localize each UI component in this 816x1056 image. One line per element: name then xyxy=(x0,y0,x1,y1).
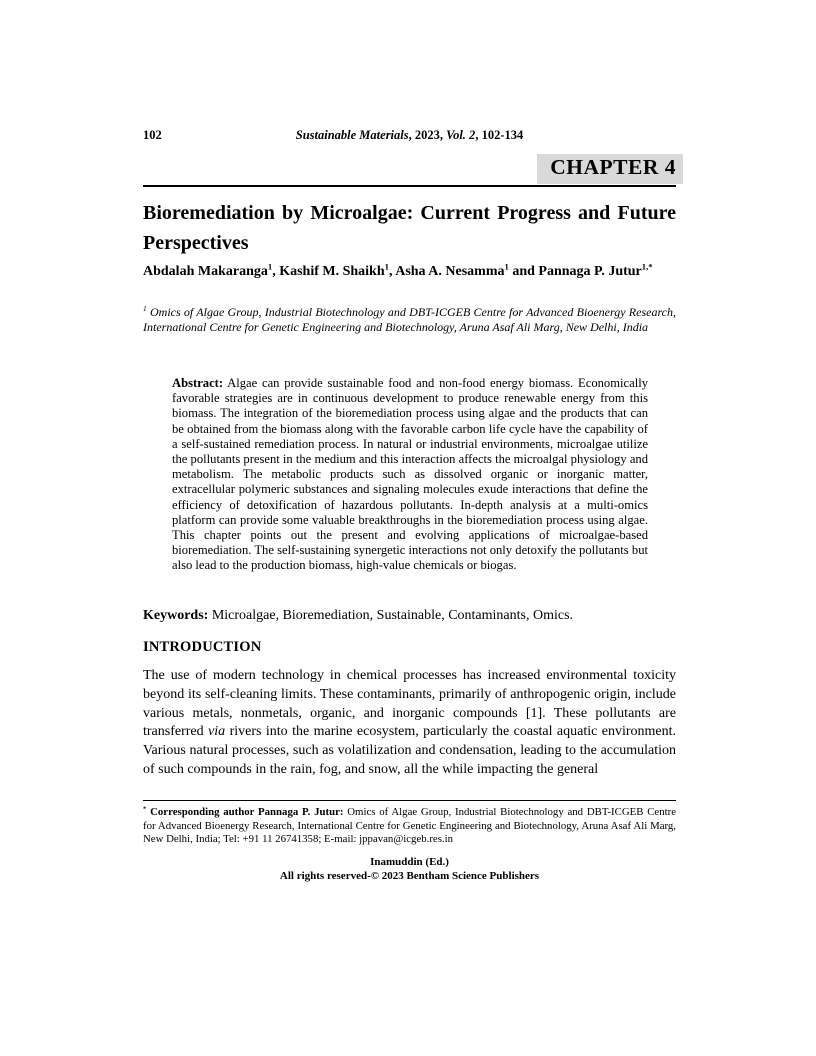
affiliation-line: $^1$ Omics of Algae Group, Industrial Biotechnology and DBT-ICGEB Centre for Advanced Bioenergy Research, International Centre for Genetic Engineering and Biotechnology, Aruna Asaf Ali Marg, New Delhi, India xyxy=(143,304,676,334)
footnote-rule xyxy=(143,800,676,801)
running-head-citation: Sustainable Materials, 2023, Vol. 2, 102-134 xyxy=(295,128,524,142)
abstract-paragraph: Abstract: Algae can provide sustainable food and non-food energy biomass. Economically favorable strategies are in continuous development to produce renewable energy from this biomass. The integration of the bioremediation process using algae and the products that can be obtained from the biomass along with the favorable carbon life cycle have the capability of a self-sustained remediation process. In natural or industrial environments, microalgae utilize the pollutants present in the medium and this interaction affects the microalgal physiology and metabolism. The metabolic products such as dissolved organic or inorganic matter, extracellular polymeric substances and signaling molecules exude interactions that define the efficiency of detoxification of hazardous pollutants. In-depth analysis at a multi-omics platform can provide some valuable breakthroughs in the bioremediation process using algae. This chapter points out the present and evolving applications of microalgae-based bioremediation. The self-sustaining synergetic interactions not only detoxify the pollutants but also lead to the production biomass, high-value chemicals or biogas. xyxy=(172,376,648,573)
introduction-paragraph: The use of modern technology in chemical processes has increased environmental toxicity beyond its self-cleaning limits. These contaminants, primarily of anthropogenic origin, include various metals, nonmetals, organic, and inorganic compounds [1]. These pollutants are transferred via rivers into the marine ecosystem, particularly the coastal aquatic environment. Various natural processes, such as volatilization and condensation, leading to the accumulation of such compounds in the rain, fog, and snow, all the while impacting the general xyxy=(143,668,676,777)
authors-line: Abdalah Makaranga$^1$, Kashif M. Shaikh$^1$, Asha A. Nesamma$^1$ and Pannaga P. Jutur$^{1,*}$ xyxy=(143,261,653,279)
section-heading-introduction: INTRODUCTION xyxy=(143,639,262,655)
chapter-label: CHAPTER 4 xyxy=(537,154,683,184)
editor-line: Inamuddin (Ed.) xyxy=(370,856,449,868)
chapter-title: Bioremediation by Microalgae: Current Progress and Future Perspectives xyxy=(143,202,676,254)
keywords-line: Keywords: Microalgae, Bioremediation, Sustainable, Contaminants, Omics. xyxy=(143,608,574,623)
publisher-block xyxy=(143,856,676,883)
corresponding-author-footnote: * Corresponding author Pannaga P. Jutur: Omics of Algae Group, Industrial Biotechnology and DBT-ICGEB Centre for Advanced Bioenergy Research, International Centre for Genetic Engineering and Biotechnology, Aruna Asaf Ali Marg, New Delhi, India; Tel: +91 11 26741358; E-mail: jppavan@icgeb.res.in xyxy=(143,805,676,846)
page-number: 102 xyxy=(143,128,162,142)
rights-line: All rights reserved-© 2023 Bentham Science Publishers xyxy=(279,869,540,882)
text-column xyxy=(143,0,676,1056)
chapter-row xyxy=(143,154,676,184)
header-rule xyxy=(143,185,676,187)
page-header xyxy=(143,128,676,146)
